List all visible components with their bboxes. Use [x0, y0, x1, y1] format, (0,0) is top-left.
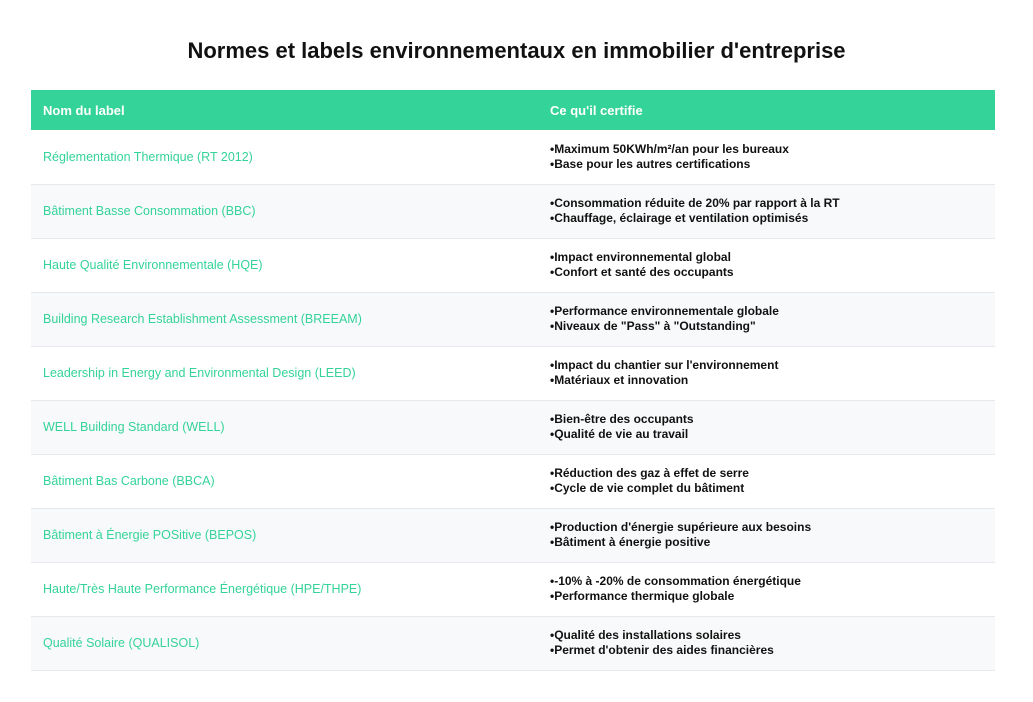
label-name: WELL Building Standard (WELL): [43, 420, 225, 434]
certifies-cell: [538, 346, 995, 400]
label-name: Qualité Solaire (QUALISOL): [43, 636, 200, 650]
certification-item: • Permet d'obtenir des aides financières: [550, 643, 983, 658]
label-name-cell: [31, 616, 538, 670]
header-row: [31, 90, 995, 130]
table-row: [31, 454, 995, 508]
table-row: [31, 130, 995, 184]
certification-item: • Qualité des installations solaires: [550, 628, 983, 643]
label-name: Haute Qualité Environnementale (HQE): [43, 258, 263, 272]
label-name-cell: [31, 562, 538, 616]
certification-item: • Bâtiment à énergie positive: [550, 535, 983, 550]
label-name: Bâtiment à Énergie POSitive (BEPOS): [43, 528, 257, 542]
table-row: [31, 346, 995, 400]
certification-list: [550, 304, 983, 334]
certifies-cell: [538, 238, 995, 292]
certification-item: • Base pour les autres certifications: [550, 157, 983, 172]
certification-item: • Qualité de vie au travail: [550, 427, 983, 442]
label-name-cell: [31, 454, 538, 508]
certification-list: [550, 412, 983, 442]
table-row: [31, 400, 995, 454]
certifies-cell: [538, 292, 995, 346]
table-body: [31, 130, 995, 670]
certification-item: • Cycle de vie complet du bâtiment: [550, 481, 983, 496]
table-row: [31, 238, 995, 292]
certification-item: • Maximum 50KWh/m²/an pour les bureaux: [550, 142, 983, 157]
label-name-cell: [31, 130, 538, 184]
certifies-cell: [538, 130, 995, 184]
certifies-cell: [538, 400, 995, 454]
certifies-cell: [538, 508, 995, 562]
certification-item: • Bien-être des occupants: [550, 412, 983, 427]
label-name-cell: [31, 346, 538, 400]
certification-item: • Performance environnementale globale: [550, 304, 983, 319]
labels-table: [31, 90, 995, 671]
certification-item: • Impact du chantier sur l'environnement: [550, 358, 983, 373]
certification-item: • Production d'énergie supérieure aux besoins: [550, 520, 983, 535]
table-row: [31, 616, 995, 670]
page-title: Normes et labels environnementaux en immobilier d'entreprise: [187, 38, 846, 63]
certification-list: [550, 142, 983, 172]
certification-list: [550, 466, 983, 496]
table-row: [31, 292, 995, 346]
certification-list: [550, 250, 983, 280]
label-name-cell: [31, 400, 538, 454]
certification-item: • Réduction des gaz à effet de serre: [550, 466, 983, 481]
table-header: [31, 90, 995, 130]
certification-item: • Chauffage, éclairage et ventilation optimisés: [550, 211, 983, 226]
certifies-cell: [538, 184, 995, 238]
certifies-cell: [538, 562, 995, 616]
certification-item: • Niveaux de "Pass" à "Outstanding": [550, 319, 983, 334]
label-name-cell: [31, 508, 538, 562]
certification-item: • Confort et santé des occupants: [550, 265, 983, 280]
label-name: Réglementation Thermique (RT 2012): [43, 149, 253, 164]
labels-table-container: [31, 90, 995, 671]
label-name: Haute/Très Haute Performance Énergétique (HPE/THPE): [43, 582, 362, 596]
certification-list: [550, 520, 983, 550]
column-header-certifies: Ce qu'il certifie: [538, 90, 995, 130]
label-name: Building Research Establishment Assessment (BREEAM): [43, 312, 362, 326]
label-name: Leadership in Energy and Environmental Design (LEED): [43, 366, 356, 380]
table-row: [31, 508, 995, 562]
label-name-cell: [31, 292, 538, 346]
certifies-cell: [538, 616, 995, 670]
certification-item: • Matériaux et innovation: [550, 373, 983, 388]
certification-list: [550, 358, 983, 388]
label-name-cell: [31, 184, 538, 238]
label-name-cell: [31, 238, 538, 292]
label-name: Bâtiment Basse Consommation (BBC): [43, 204, 256, 218]
certification-list: [550, 196, 983, 226]
certification-item: • Consommation réduite de 20% par rapport à la RT: [550, 196, 983, 211]
certification-item: • -10% à -20% de consommation énergétique: [550, 574, 983, 589]
certification-list: [550, 574, 983, 604]
certification-item: • Impact environnemental global: [550, 250, 983, 265]
label-name: Bâtiment Bas Carbone (BBCA): [43, 474, 215, 488]
column-header-label-name: Nom du label: [31, 90, 538, 130]
certification-item: • Performance thermique globale: [550, 589, 983, 604]
table-row: [31, 184, 995, 238]
certifies-cell: [538, 454, 995, 508]
table-row: [31, 562, 995, 616]
certification-list: [550, 628, 983, 658]
